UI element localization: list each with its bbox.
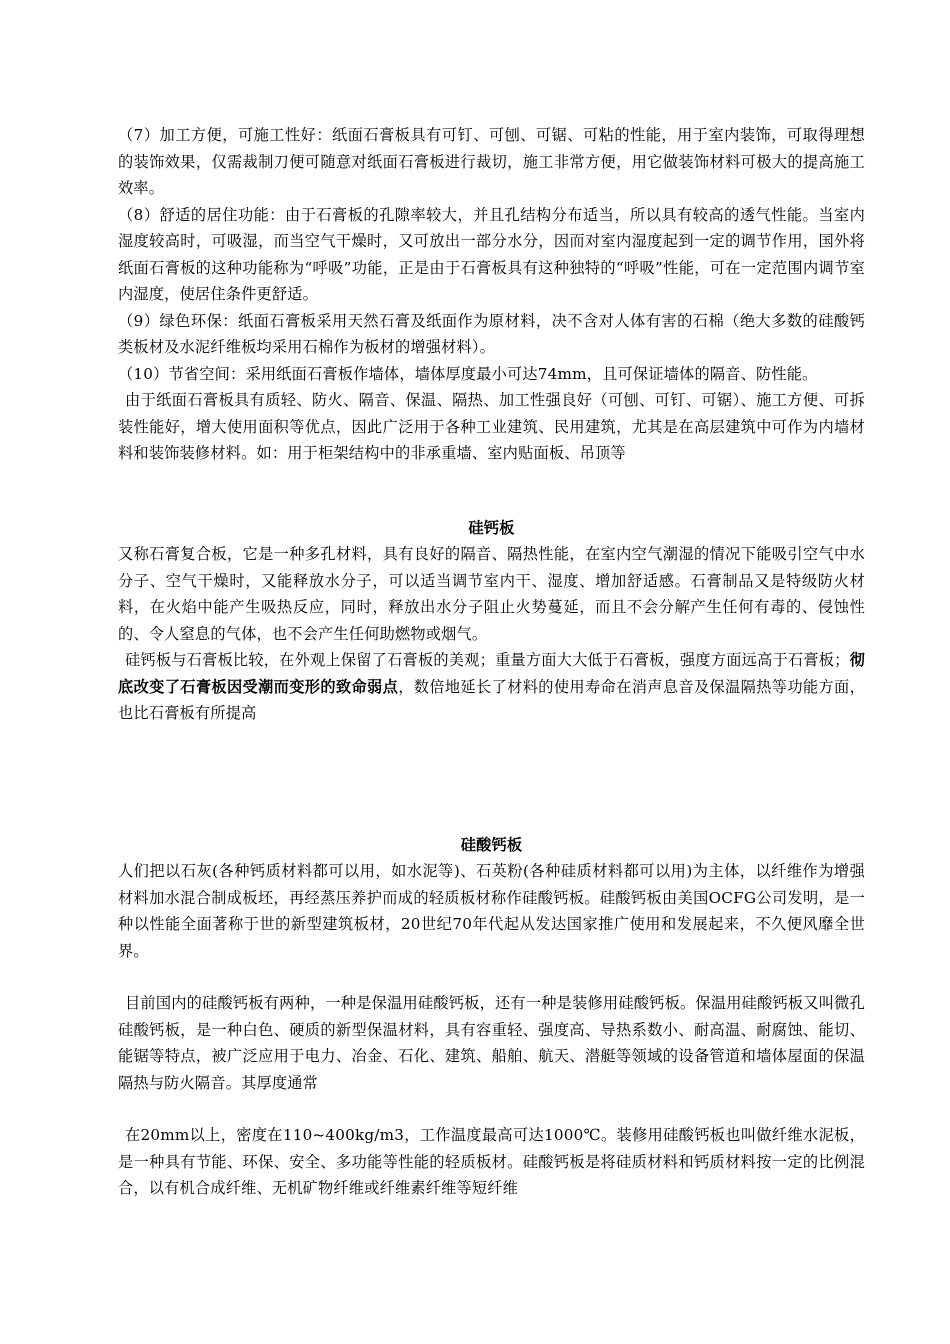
paragraph-silicon-calcium-compare [118,647,865,727]
spacer [118,467,865,515]
paragraph-comfort: （8）舒适的居住功能：由于石膏板的孔隙率较大，并且孔结构分布适当，所以具有较高的透气性能。当室内湿度较高时，可吸湿，而当空气干燥时，又可放出一部分水分，因而对室内湿度起到一定的调节作用，国外将纸面石膏板的这种功能称为“呼吸”功能，正是由于石膏板具有这种独特的“呼吸”性能，可在一定范围内调节室内湿度，使居住条件更舒适。 [118,205,865,303]
compare-text-start: 硅钙板与石膏板比较，在外观上保留了石膏板的美观；重量方面大大低于石膏板，强度方面远高于石膏板； [125,651,850,669]
compare-text-bold: 彻底改变了石膏板因受潮而变形的致命弱点 [118,651,865,696]
paragraph-gypsum-summary: 由于纸面石膏板具有质轻、防火、隔音、保温、隔热、加工性强良好（可刨、可钉、可锯）、施工方便、可拆装性能好，增大使用面积等优点，因此广泛用于各种工业建筑、民用建筑，尤其是在高层建筑中可作为内墙材料和装饰装修材料。如：用于柜架结构中的非承重墙、室内贴面板、吊顶等 [118,391,865,462]
paragraph-eco: （9）绿色环保：纸面石膏板采用天然石膏及纸面作为原材料，决不含对人体有害的石棉（绝大多数的硅酸钙类板材及水泥纤维板均采用石棉作为板材的增强材料）。 [118,311,865,356]
spacer [118,727,865,832]
section-title-calcium-silicate: 硅酸钙板 [460,835,523,854]
paragraph-silicon-calcium-intro: 又称石膏复合板，它是一种多孔材料，具有良好的隔音、隔热性能，在室内空气潮湿的情况下能吸引空气中水分子、空气干燥时，又能释放水分子，可以适当调节室内干、湿度、增加舒适感。石膏制品又是特级防火材料，在火焰中能产生吸热反应，同时，释放出水分子阻止火势蔓延，而且不会分解产生任何有毒的、侵蚀性的、令人窒息的气体，也不会产生任何助燃物或烟气。 [118,545,865,643]
paragraph-workability: （7）加工方便，可施工性好：纸面石膏板具有可钉、可刨、可锯、可粘的性能，用于室内装饰，可取得理想的装饰效果，仅需裁制刀便可随意对纸面石膏板进行裁切，施工非常方便，用它做装饰材料可极大的提高施工效率。 [118,126,865,197]
paragraph-calcium-silicate-intro: 人们把以石灰(各种钙质材料都可以用，如水泥等)、石英粉(各种硅质材料都可以用)为主体，以纤维作为增强材料加水混合制成板坯，再经蒸压养护而成的轻质板材称作硅酸钙板。硅酸钙板由美国OCFG公司发明，是一种以性能全面著称于世的新型建筑板材，20世纪70年代起从发达国家推广使用和发展起来，不久便风靡全世界。 [118,862,865,960]
spacer [118,1096,865,1122]
paragraph-calcium-silicate-specs: 在20mm以上，密度在110~400kg/m3，工作温度最高可达1000℃。装修用硅酸钙板也叫做纤维水泥板，是一种具有节能、环保、安全、多功能等性能的轻质板材。硅酸钙板是将硅质材料和钙质材料按一定的比例混合，以有机合成纤维、无机矿物纤维或纤维素纤维等短纤维 [118,1126,865,1197]
paragraph-space-saving: （10）节省空间：采用纸面石膏板作墙体，墙体厚度最小可达74mm，且可保证墙体的隔音、防性能。 [118,364,818,383]
section-title-silicon-calcium: 硅钙板 [468,518,515,537]
compare-text-end: ，数倍地延长了材料的使用寿命在消声息音及保温隔热等功能方面，也比石膏板有所提高 [118,677,866,722]
spacer [118,964,865,990]
document-page [118,122,865,1202]
paragraph-calcium-silicate-types: 目前国内的硅酸钙板有两种，一种是保温用硅酸钙板，还有一种是装修用硅酸钙板。保温用硅酸钙板又叫微孔硅酸钙板，是一种白色、硬质的新型保温材料，具有容重轻、强度高、导热系数小、耐高温、耐腐蚀、能切、能锯等特点，被广泛应用于电力、冶金、石化、建筑、船舶、航天、潜艇等领域的设备管道和墙体屋面的保温隔热与防火隔音。其厚度通常 [118,994,865,1092]
